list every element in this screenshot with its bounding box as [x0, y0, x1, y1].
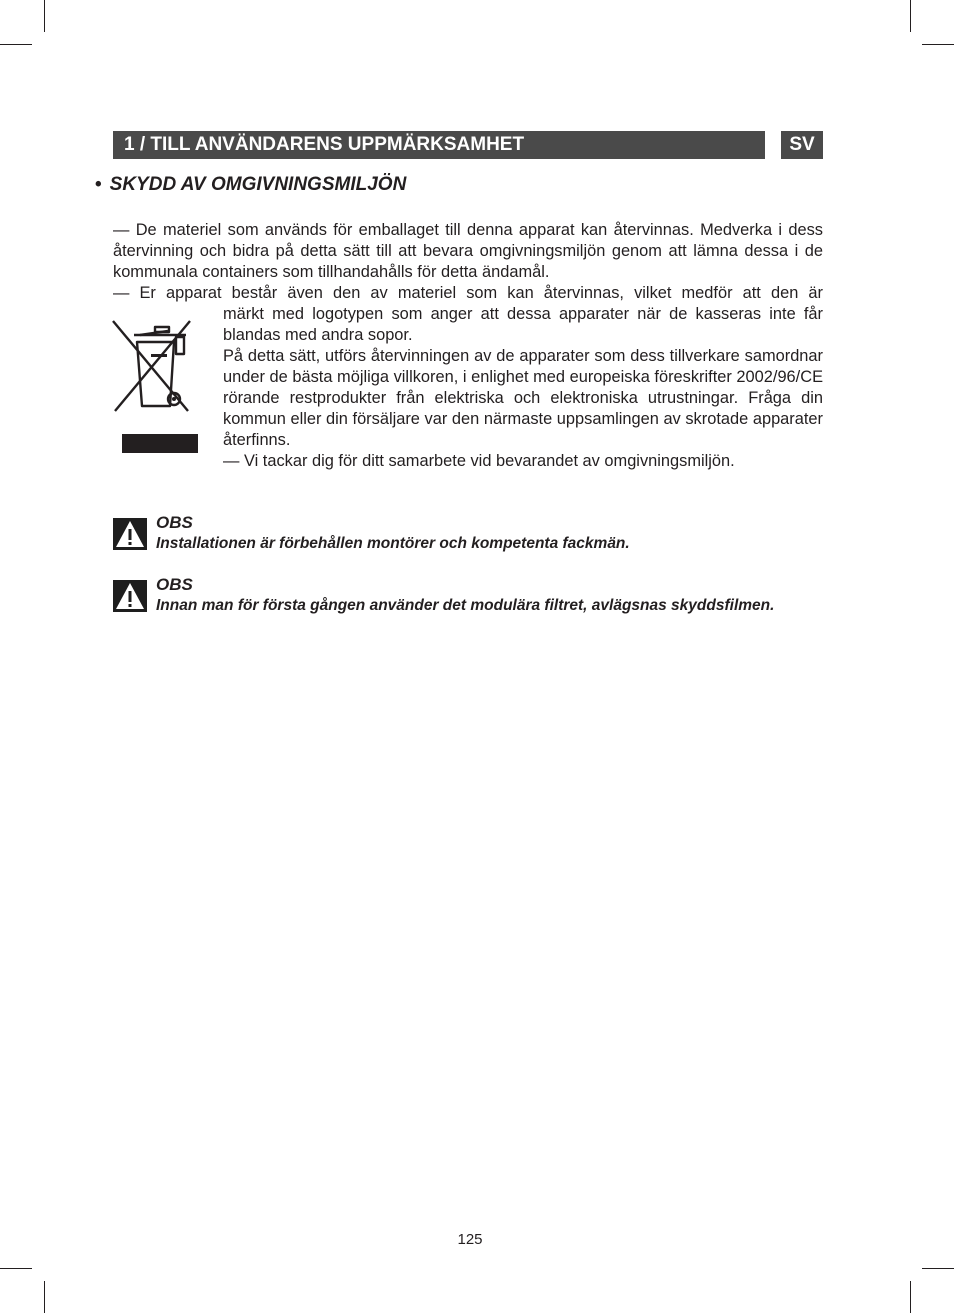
paragraph-appliance-recycling-first-line: — Er apparat består även den av materiel som kan återvinnas, vilket medför att den är [113, 284, 823, 302]
warning-triangle-icon [113, 580, 147, 612]
paragraph-appliance-recycling [223, 304, 823, 472]
paragraph-weee-marking: märkt med logotypen som anger att dessa apparater när de kasseras inte får blandas med andra sopor. [223, 305, 823, 344]
crop-mark [922, 1268, 954, 1269]
crop-mark [44, 0, 45, 32]
page-number: 125 [457, 1231, 483, 1248]
bullet: • [95, 174, 102, 195]
paragraph-thanks: — Vi tackar dig för ditt samarbete vid bevarandet av omgivningsmiljön. [223, 452, 735, 470]
warning-triangle-icon [113, 518, 147, 550]
crop-mark [910, 0, 911, 32]
crop-mark [910, 1281, 911, 1313]
notice-text: Innan man för första gången använder det modulära filtret, avlägsnas skyddsfilmen. [156, 597, 775, 614]
crop-mark [44, 1281, 45, 1313]
notice-text: Installationen är förbehållen montörer och kompetenta fackmän. [156, 535, 630, 552]
paragraph-weee-directive: På detta sätt, utförs återvinningen av de apparater som dess tillverkare samordnar under de bästa möjliga villkoren, i enlighet med europeiska föreskrifter 2002/96/CE rörande restprodukter från elektriska och elektroniska utrustningar. Fråga din kommun eller din försäljare var den närmaste uppsamlingen av skrotade apparater återfinns. [223, 347, 823, 449]
chapter-header: 1 / TILL ANVÄNDARENS UPPMÄRKSAMHET [113, 131, 765, 159]
notice-title: OBS [156, 575, 193, 594]
section-heading [95, 174, 406, 196]
notice-title: OBS [156, 513, 193, 532]
crop-mark [0, 1268, 32, 1269]
paragraph-packaging-recycling: — De materiel som används för emballaget till denna apparat kan återvinnas. Medverka i dess återvinning och bidra på detta sätt till att bevara omgivningsmiljön genom att lämna dessa i de kommunala containers som tillhandahålls för detta ändamål. [113, 221, 823, 281]
crop-mark [922, 44, 954, 45]
section-title: SKYDD AV OMGIVNINGSMILJÖN [109, 174, 407, 195]
crossed-out-wheelie-bin-icon [110, 318, 202, 456]
crop-mark [0, 44, 32, 45]
language-badge: SV [781, 131, 823, 159]
